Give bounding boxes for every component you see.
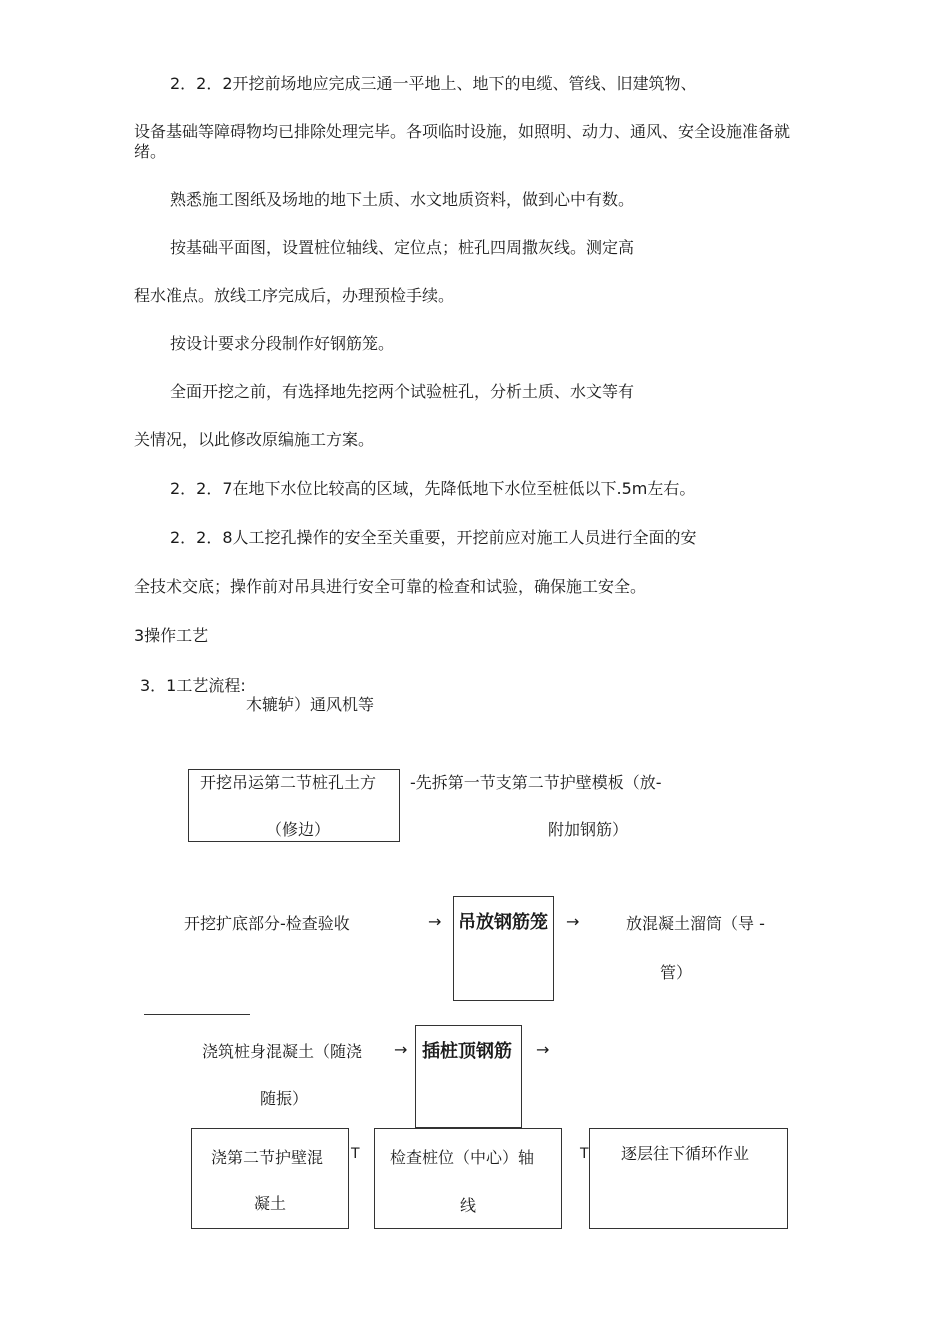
paragraph-2-2-8-cont: 全技术交底；操作前对吊具进行安全可靠的检查和试验，确保施工安全。 [134,577,647,596]
flow-step-chute-line2: 管） [660,963,693,982]
flow-box-excavate-line2: （修边） [266,820,331,839]
flow-arrow-3: → [394,1040,408,1059]
flow-t-mark-2: T [580,1146,589,1162]
flow-box-cycle-label: 逐层往下循环作业 [621,1144,750,1163]
flow-step-chute-line1: 放混凝土溜筒（导 - [626,914,765,933]
paragraph-familiarize: 熟悉施工图纸及场地的地下土质、水文地质资料，做到心中有数。 [170,190,635,209]
flow-box-rebar-cage-label: 吊放钢筋笼 [458,912,548,933]
paragraph-rebar-cage: 按设计要求分段制作好钢筋笼。 [170,334,395,353]
flow-step-formwork-line2: 附加钢筋） [548,820,629,839]
flow-divider-line [144,1014,250,1015]
flow-box-check-axis-line1: 检查桩位（中心）轴 [390,1148,535,1167]
flow-step-formwork-line1: -先拆第一节支第二节护壁模板（放- [410,773,662,792]
paragraph-test-pile-cont: 关情况，以此修改原编施工方案。 [134,430,375,449]
flow-arrow-1: → [428,912,442,931]
paragraph-2-2-8: 2．2．8人工挖孔操作的安全至关重要，开挖前应对施工人员进行全面的安 [170,528,697,547]
flow-t-mark-1: T [351,1146,360,1162]
flow-step-pour-line1: 浇筑桩身混凝土（随浇 [202,1042,363,1061]
paragraph-layout-cont: 程水准点。放线工序完成后，办理预检手续。 [134,286,455,305]
paragraph-2-2-2-cont: 设备基础等障碍物均已排除处理完毕。各项临时设施，如照明、动力、通风、安全设施准备就 [134,122,791,141]
flow-box-top-rebar-label: 插桩顶钢筋 [422,1041,512,1062]
paragraph-layout: 按基础平面图，设置桩位轴线、定位点；桩孔四周撒灰线。测定高 [170,238,635,257]
flow-arrow-4: → [536,1040,550,1059]
flow-step-enlarge-base: 开挖扩底部分-检查验收 [184,914,350,933]
paragraph-2-2-2: 2．2．2开挖前场地应完成三通一平地上、地下的电缆、管线、旧建筑物、 [170,74,697,93]
paragraph-test-pile: 全面开挖之前，有选择地先挖两个试验桩孔，分析土质、水文等有 [170,382,635,401]
paragraph-2-2-2-end: 绪。 [134,142,167,161]
subsection-heading: 3．1工艺流程: [140,676,246,695]
flow-box-check-axis-line2: 线 [460,1196,477,1215]
flow-box-excavate-line1: 开挖吊运第二节桩孔土方 [200,773,377,792]
flow-box-wall-concrete-line2: 凝土 [254,1194,287,1213]
flow-top-note: 木辘轳）通风机等 [246,695,375,714]
flow-box-wall-concrete-line1: 浇第二节护壁混 [211,1148,324,1167]
flow-step-pour-line2: 随振） [260,1089,309,1108]
paragraph-2-2-7: 2．2．7在地下水位比较高的区域，先降低地下水位至桩低以下.5m左右。 [170,479,696,498]
flow-arrow-2: → [566,912,580,931]
section-heading: 3操作工艺 [134,626,209,645]
